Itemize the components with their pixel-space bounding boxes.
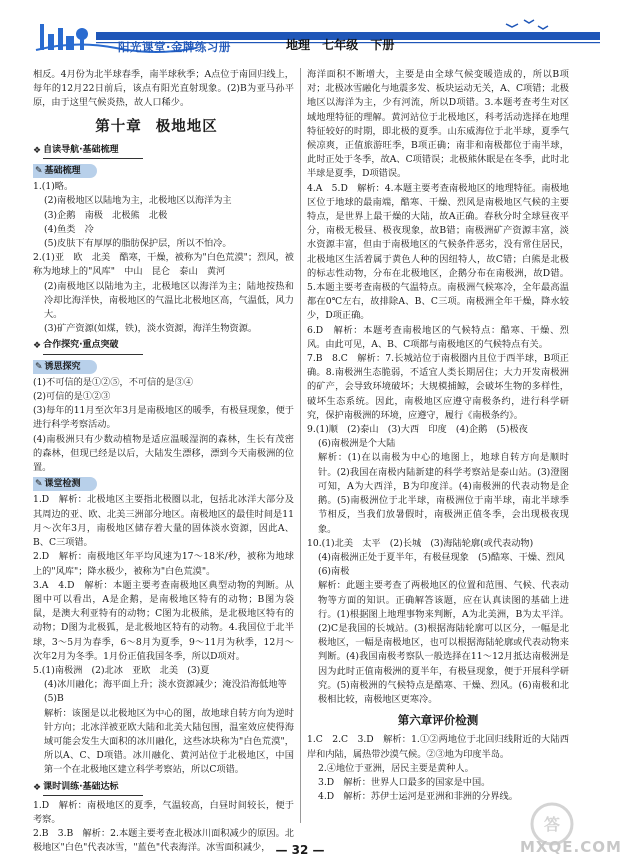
answer-line: 1.D 解析：南极地区的夏季，气温较高，白昼时间较长，便于考察。 [33, 799, 294, 825]
answer-line: 2.(1)亚 欧 北美 酷寒，干燥，被称为"白色荒漠"；烈风，被称为地球上的"风库" 中山 昆仑 泰山 黄河 [33, 252, 294, 278]
answer-line: (4)鱼类 冷 [44, 223, 94, 235]
chapter-number: 第十章 [95, 118, 142, 135]
pencil-icon: ✎ [35, 479, 43, 490]
answer-line: 解析：(1)在以南极为中心的地图上，地球自转方向是顺时针。(2)我国在南极内陆新建的科学考察站是泰山站。(3)澄图可知，A为大西洋，B为印度洋。(4)南极洲的代表动物是企鹅。(5)南极洲位于北半球，南极洲位于南半球，南北半球季节相反，当我们放暑假时，南极洲正值冬季，会出现极夜现象。 [318, 452, 569, 535]
answer-line: (4)冰川融化；海平面上升；淡水资源减少；淹没沿海低地等 [44, 679, 287, 691]
answer-line: 1.C 2.C 3.D 解析：1.①②两地位于北回归线附近的大陆西岸和内陆，属热带沙漠气候。②③地为印度半岛。 [307, 734, 569, 760]
subsection-tag [33, 164, 97, 178]
column-divider [300, 68, 301, 823]
answer-line: (3)企鹅 南极 北极熊 北极 [44, 209, 168, 221]
intro-text: 相反。4月份为北半球春季，南半球秋季；A点位于南回归线上，每年的12月22日前后，该点有阳光直射现象。(2)B为亚马孙平原，由于这里气候炎热，故人口稀少。 [33, 69, 294, 109]
left-column [33, 68, 294, 856]
section-heading [33, 143, 294, 159]
chapter-heading [33, 120, 294, 134]
answer-line: (4)南极洲只有少数动植物是适应温暖湿润的森林，生长有茂密的森林，但现已经是以后，大陆发生漂移，漂到今天南极洲的位置。 [33, 433, 294, 474]
pencil-icon: ✎ [35, 361, 43, 372]
answer-line: 解析：此题主要考查了两极地区的位置和范围、气候、代表动物等方面的知识。正确解答该题，应在认真读图的基础上进行。(1)根据图上地理事物来判断，A为北美洲，B为太平洋。(2)C是我国的长城站。(3)根据海陆轮廓可以区分，一幅是北极地区，一幅是南极地区，也可以根据海陆轮廓或代表动物来判断。(4)我国南极考察队一般选择在11～12月抵达南极洲是因为此时正值南极洲的夏半年，有极昼现象，便于开展科学研究。(5)南极洲的气候特点是酷寒、干燥、烈风。(6)南极和北极相比较，南极地区更寒冷。 [318, 580, 569, 705]
subsection-tag [33, 360, 97, 374]
subsection-tag [33, 477, 97, 491]
book-icon: ❖ [33, 145, 42, 156]
answer-line: 9.(1)顺 (2)泰山 (3)大西 印度 (4)企鹅 (5)极夜 [307, 424, 528, 436]
answer-line: (2)南极地区以陆地为主，北极地区以海洋为主 [44, 195, 232, 207]
subsection-title: 诱思探究 [44, 361, 81, 372]
answer-line: 3.D 解析：世界人口最多的国家是中国。 [318, 776, 491, 788]
answer-line: 2.B 3.B 解析：2.本题主要考查北极冰川面积减少的原因。北极地区"白色"代表冰雪，"蓝色"代表海洋。冰雪面积减少， [33, 828, 294, 854]
answer-line: 2.④地位于亚洲，居民主要是黄种人。 [318, 762, 474, 774]
answer-line: 7.B 8.C 解析：7.长城站位于南极圈内且位于西半球，B项正确。8.南极洲生态脆弱，不适宜人类长期居住；大力开发南极洲的矿产，会导致环境破坏；大规模捕鲸，会破坏生物的多样性，破坏生态系统。因此，南极地区应遵守南极条约，进行科学研究，保护南极洲的环境，应遵守，履行《南极条约》。 [307, 353, 569, 421]
answer-line: (5)皮肤下有厚厚的脂肪保护层，所以不怕冷。 [44, 238, 232, 250]
answer-line: (3)每年的11月至次年3月是南极地区的暖季，有极昼现象，便于进行科学考察活动。 [33, 405, 294, 431]
book-icon: ❖ [33, 782, 42, 793]
answer-line: 1.(1)略。 [33, 181, 74, 193]
answer-line: 4.D 解析：苏伊士运河是亚洲和非洲的分界线。 [318, 791, 518, 803]
answer-line: (4)南极洲正处于夏半年，有极昼现象 (5)酷寒、干燥、烈风 [318, 551, 565, 563]
review-title: 第六章评价检测 [397, 713, 479, 728]
answer-line: 5.(1)南极洲 (2)北冰 亚欧 北美 (3)夏 [33, 664, 210, 676]
answer-line: (2)南极地区以陆地为主，北极地区以海洋为主；陆地按热和冷却比海洋快，南极地区的气温比北极地区高，气温低，风力大。 [44, 280, 294, 321]
book-icon: ❖ [33, 341, 42, 352]
subsection-title: 课堂检测 [44, 479, 81, 490]
answer-line: 3.A 4.D 解析：本题主要考查南极地区典型动物的判断。从图中可以看出，A是企鹅，是南极地区特有的动物；B图为袋鼠，是澳大利亚特有的动物；C图为北极熊，是北极地区特有的动物；D图为北极狐，是北极地区特有的动物。4.我国位于北半球，3～5月为春季，6～8月为夏季，9～11月为秋季，12月～次年2月为冬季。1月份正值我国冬季，所以D项对。 [33, 579, 294, 662]
answer-line: 解析：该图是以北极地区为中心的图，故地球自转方向为逆时针方向；北冰洋被亚欧大陆和北美大陆包围，温室效应使得海域可能会发生大面积的冰川融化，这些冰块称为"白色荒漠"，所以A、C、D项错。冰川融化、黄河站位于北极地区，中国第一个在北极地区建立科学考察站，所以C项错。 [44, 707, 294, 776]
subsection-title: 基础梳理 [44, 166, 81, 177]
answer-line: (3)矿产资源(如煤，铁)，淡水资源，海洋生物资源。 [44, 323, 258, 335]
answer-line: 10.(1)北美 太平 (2)长城 (3)海陆轮廓(或代表动物) [307, 537, 534, 549]
answer-line: 海洋面积不断增大，主要是由全球气候变暖造成的，所以B项对；北极冰雪融化与地震多发、板块运动无关，A、C项错；北极地区以海洋为主，少有河流，所以D项错。3.本题考查考生对区域地理特征的理解。黄河站位于北极地区，科考活动选择在地理特征较好的时期，即北极的夏季。山东威海位于北半球，夏季气候凉爽，正值旅游旺季，B项正确；南非和南极都位于南半球，此时正处于冬季，故A、C项错误；北极熊休眠是在冬季，此时北半球是夏季，D项错误。 [307, 69, 569, 180]
answer-line: 4.A 5.D 解析：4.本题主要考查南极地区的地理特征。南极地区位于地球的最南端，酷寒、干燥、烈风是南极地区气候的主要特点，是世界上最干燥的大陆，故A正确。春秋分时全球昼夜平分，南极无极昼、极夜现象，故B错；南极洲矿产资源丰富，淡水资源丰富，但由于南极地区的气候条件恶劣，没有常住居民，北极地区生活着属于黄色人种的因纽特人，故C错；白熊是北极的标志性动物，分布在北极地区，企鹅分布在南极洲，故D错。5.本题主要考查南极的气温特点。南极洲气候寒冷，全年最高温都在0℃左右，故排除A、B、C三项。南极洲全年干燥，降水较少，D项正确。 [307, 182, 569, 322]
section-title: 自读导航·基础梳理 [43, 143, 142, 159]
section-heading [33, 780, 294, 796]
brand-title: 阳光课堂·金牌练习册 [118, 40, 231, 54]
section-title: 课时训练·基础达标 [43, 780, 142, 796]
section-heading [33, 338, 294, 354]
page-number: — 32 — [275, 843, 325, 857]
section-title: 合作探究·重点突破 [43, 338, 142, 354]
answer-line: (1)不可信的是①②⑤，不可信的是③④ [33, 376, 194, 388]
svg-text:答: 答 [543, 815, 561, 834]
chapter-title: 极地地区 [155, 118, 218, 135]
answer-line: (2)可信的是①②③ [33, 391, 111, 403]
watermark-text: MXQE.COM [520, 838, 622, 856]
pencil-icon: ✎ [35, 166, 43, 177]
subject-label: 地理 七年级 下册 [286, 38, 395, 52]
answer-line: (6)南极 [318, 566, 350, 578]
answer-line: (6)南极洲是个大陆 [318, 438, 396, 450]
page-header [0, 0, 600, 62]
right-column [307, 68, 569, 804]
answer-line: 6.D 解析：本题考查南极地区的气候特点：酷寒、干燥、烈风。由此可见，A、B、C项都与南极地区的气候特点有关。 [307, 324, 569, 350]
answer-line: 1.D 解析：北极地区主要指北极圈以北，包括北冰洋大部分及其周边的亚、欧、北美三洲部分地区。南极地区的最佳时间是11月～次年3月，南极地区储存着大量的固体淡水资源，因此A、B、C三项错。 [33, 494, 294, 549]
answer-line: (5)B [44, 693, 64, 705]
answer-line: 2.D 解析：南极地区年平均风速为17～18米/秒，被称为地球上的"风库"；降水极少，被称为"白色荒漠"。 [33, 551, 294, 577]
